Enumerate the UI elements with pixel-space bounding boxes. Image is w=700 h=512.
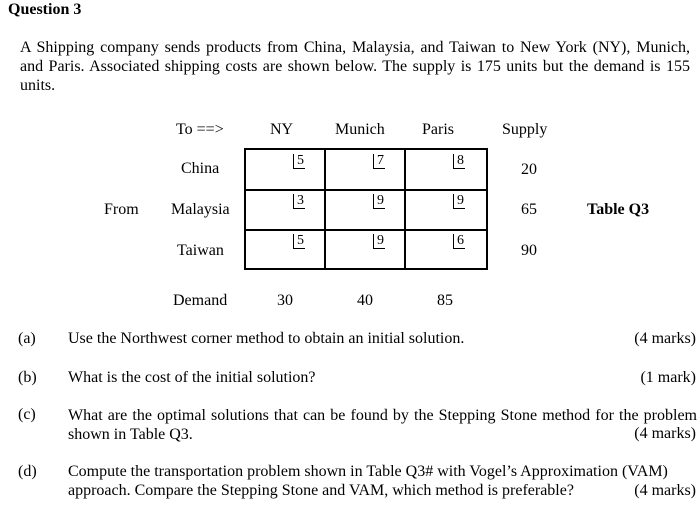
supply-taiwan: 90 [521,242,537,259]
demand-label: Demand [173,292,228,309]
supply-malaysia: 65 [521,201,537,218]
cost-malaysia-ny: 3 [293,194,305,209]
cost-malaysia-munich: 9 [373,194,385,209]
question-b-letter: (b) [18,369,37,386]
question-c-text: What are the optimal solutions that can be found by the Stepping Stone method for the problem shown in Table Q3. [68,407,697,443]
cost-taiwan-munich: 9 [373,234,385,249]
question-d-text-line1: Compute the transportation problem shown in Table Q3# with Vogel’s Approximation (VAM) [68,463,668,480]
column-header-munich: Munich [335,121,385,138]
column-header-paris: Paris [422,121,454,138]
to-label: To ==> [176,121,224,138]
question-intro: A Shipping company sends products from China, Malaysia, and Taiwan to New York (NY), Munich, and Paris. Associated shipping costs are shown below. The supply is 175 units but the demand is 155 units. [20,39,690,94]
cost-china-munich: 7 [373,154,385,169]
cost-china-ny: 5 [293,154,305,169]
cost-taiwan-ny: 5 [293,234,305,249]
cost-table-grid [244,148,488,270]
question-title: Question 3 [8,1,82,18]
row-label-malaysia: Malaysia [171,201,230,218]
supply-header: Supply [502,121,548,138]
cost-taiwan-paris: 6 [453,234,465,249]
cost-china-paris: 8 [453,154,465,169]
column-header-ny: NY [270,121,294,138]
supply-china: 20 [521,161,537,178]
question-d-letter: (d) [18,463,37,480]
demand-munich: 40 [357,292,373,309]
question-b-text: What is the cost of the initial solution? [68,369,316,386]
question-c-letter: (c) [18,406,36,423]
question-a-letter: (a) [18,330,36,347]
question-d-text-line2: approach. Compare the Stepping Stone and VAM, which method is preferable? [68,482,574,499]
question-d-marks: (4 marks) [634,482,696,499]
row-label-china: China [181,160,220,177]
row-label-taiwan: Taiwan [177,242,224,259]
question-a-marks: (4 marks) [634,330,696,347]
question-b-marks: (1 mark) [640,369,696,386]
from-label: From [104,201,139,218]
demand-ny: 30 [277,292,293,309]
cost-malaysia-paris: 9 [453,194,465,209]
table-caption: Table Q3 [587,201,650,218]
question-c-marks: (4 marks) [634,425,696,442]
demand-paris: 85 [437,292,453,309]
question-a-text: Use the Northwest corner method to obtain an initial solution. [68,330,465,347]
